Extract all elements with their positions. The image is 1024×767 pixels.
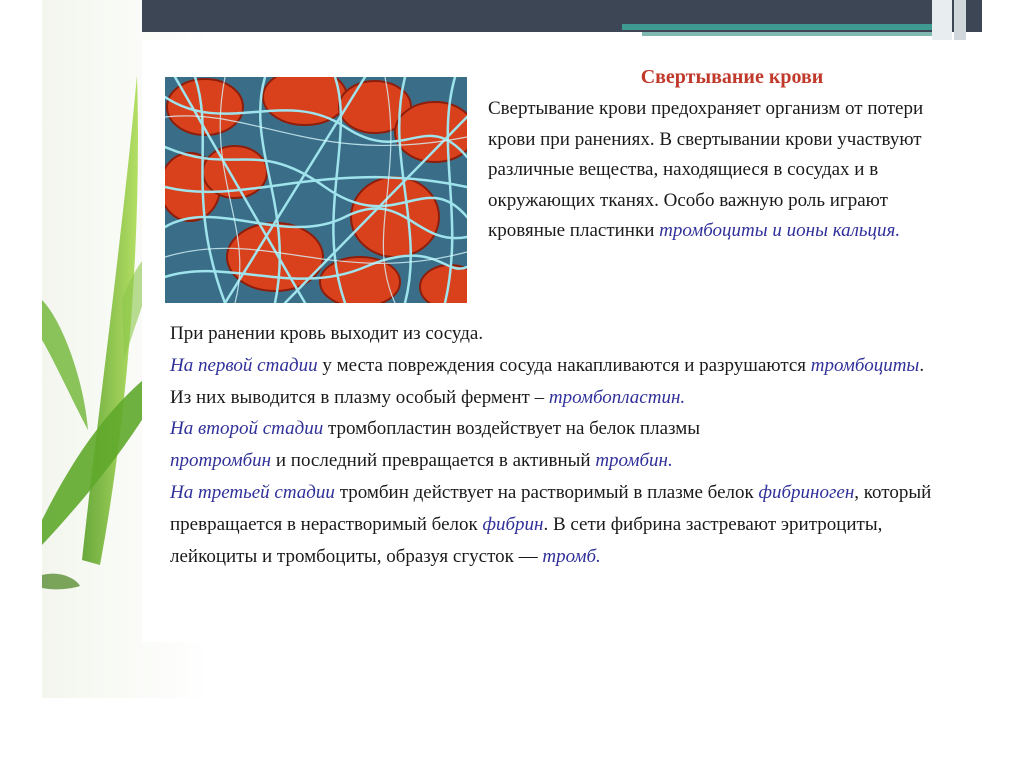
- fibrin-net-image: [165, 77, 467, 303]
- stage2-text: тромбопластин воздействует на белок плазмы: [323, 418, 701, 440]
- stage2-term: протромбин: [170, 450, 272, 472]
- term-calcium-ions: ионы кальция: [786, 220, 896, 241]
- stage2-term-2: тромбин: [595, 450, 668, 472]
- stage1-text-2: . Из них выводится в плазму особый фермент –: [170, 354, 925, 408]
- stage2-label: На второй стадии: [170, 418, 324, 440]
- stage3-label: На третьей стадии: [170, 481, 335, 503]
- slide-title: Свертывание крови: [640, 66, 824, 88]
- intro-text: Свертывание крови предохраняет организм от потери крови при ранениях. В свертывании крови участвуют различные вещества, находящиеся в сосудах и в окружающих тканях. Особо важную роль играют кровяные пластинки: [488, 98, 924, 241]
- stage3-text-3: . В сети фибрина застревают эритроциты, лейкоциты и тромбоциты, образуя сгусток —: [170, 513, 883, 567]
- stage2-text-2: и последний превращается в активный: [271, 450, 596, 472]
- stage1-label: На первой стадии: [170, 354, 318, 376]
- stage1-end: .: [680, 386, 686, 408]
- stage3-text-2: , который превращается в нерастворимый белок: [170, 481, 932, 535]
- stage3-term: фибриноген: [758, 481, 855, 503]
- stages-paragraph: [170, 318, 950, 572]
- wound-sentence: При ранении кровь выходит из сосуда.: [170, 323, 484, 344]
- intro-period: .: [895, 220, 901, 241]
- term-platelets: тромбоциты: [659, 220, 768, 241]
- header-bar: [142, 0, 982, 40]
- stage3-text: тромбин действует на растворимый в плазме белок: [334, 481, 759, 503]
- stage3-end: .: [596, 545, 601, 567]
- stage3-term-3: тромб: [542, 545, 597, 567]
- stage1-term: тромбоциты: [810, 354, 920, 376]
- stage2-end: .: [667, 450, 673, 472]
- stage3-term-2: фибрин: [482, 513, 544, 535]
- intro-paragraph: [488, 94, 948, 247]
- stage1-text: у места повреждения сосуда накапливаются и разрушаются: [317, 354, 811, 376]
- conjunction: и: [767, 220, 787, 241]
- stage1-term-2: тромбопластин: [548, 386, 681, 408]
